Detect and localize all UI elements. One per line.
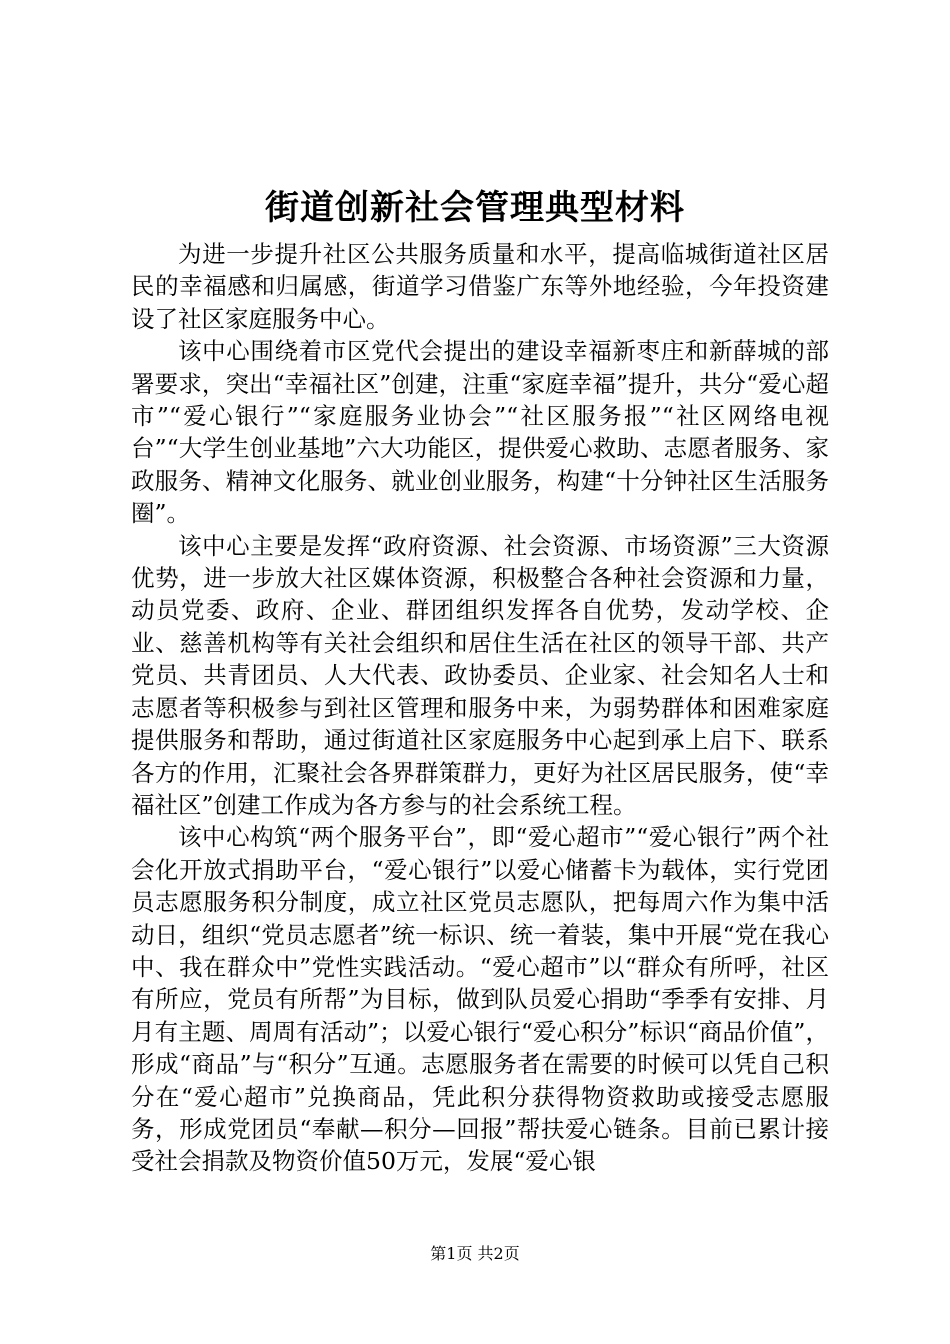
paragraph-3: 该中心主要是发挥“政府资源、社会资源、市场资源”三大资源优势，进一步放大社区媒体资源，积极整合各种社会资源和力量，动员党委、政府、企业、群团组织发挥各自优势，发动学校、企业、慈善机构等有关社会组织和居住生活在社区的领导干部、共产党员、共青团员、人大代表、政协委员、企业家、社会知名人士和志愿者等积极参与到社区管理和服务中来，为弱势群体和困难家庭提供服务和帮助，通过街道社区家庭服务中心起到承上启下、联系各方的作用，汇聚社会各界群策群力，更好为社区居民服务，使“幸福社区”创建工作成为各方参与的社会系统工程。	[131, 531, 829, 819]
document-title: 街道创新社会管理典型材料	[265, 188, 685, 228]
page-number-footer: 第1页 共2页	[430, 1244, 520, 1263]
paragraph-1: 为进一步提升社区公共服务质量和水平，提高临城街道社区居民的幸福感和归属感，街道学习借鉴广东等外地经验，今年投资建设了社区家庭服务中心。	[131, 240, 829, 333]
paragraph-4: 该中心构筑“两个服务平台”，即“爱心超市”“爱心银行”两个社会化开放式捐助平台，“爱心银行”以爱心储蓄卡为载体，实行党团员志愿服务积分制度，成立社区党员志愿队，把每周六作为集中活动日，组织“党员志愿者”统一标识、统一着装，集中开展“党在我心中、我在群众中”党性实践活动。“爱心超市”以“群众有所呼，社区有所应，党员有所帮”为目标，做到队员爱心捐助“季季有安排、月月有主题、周周有活动”；以爱心银行“爱心积分”标识“商品价值”，形成“商品”与“积分”互通。志愿服务者在需要的时候可以凭自己积分在“爱心超市”兑换商品，凭此积分获得物资救助或接受志愿服务，形成党团员“奉献—积分—回报”帮扶爱心链条。目前已累计接受社会捐款及物资价值50万元，发展“爱心银	[131, 823, 829, 1176]
paragraph-2: 该中心围绕着市区党代会提出的建设幸福新枣庄和新薛城的部署要求，突出“幸福社区”创建，注重“家庭幸福”提升，共分“爱心超市”“爱心银行”“家庭服务业协会”“社区服务报”“社区网络电视台”“大学生创业基地”六大功能区，提供爱心救助、志愿者服务、家政服务、精神文化服务、就业创业服务，构建“十分钟社区生活服务圈”。	[131, 337, 829, 528]
document-body	[131, 238, 829, 1178]
